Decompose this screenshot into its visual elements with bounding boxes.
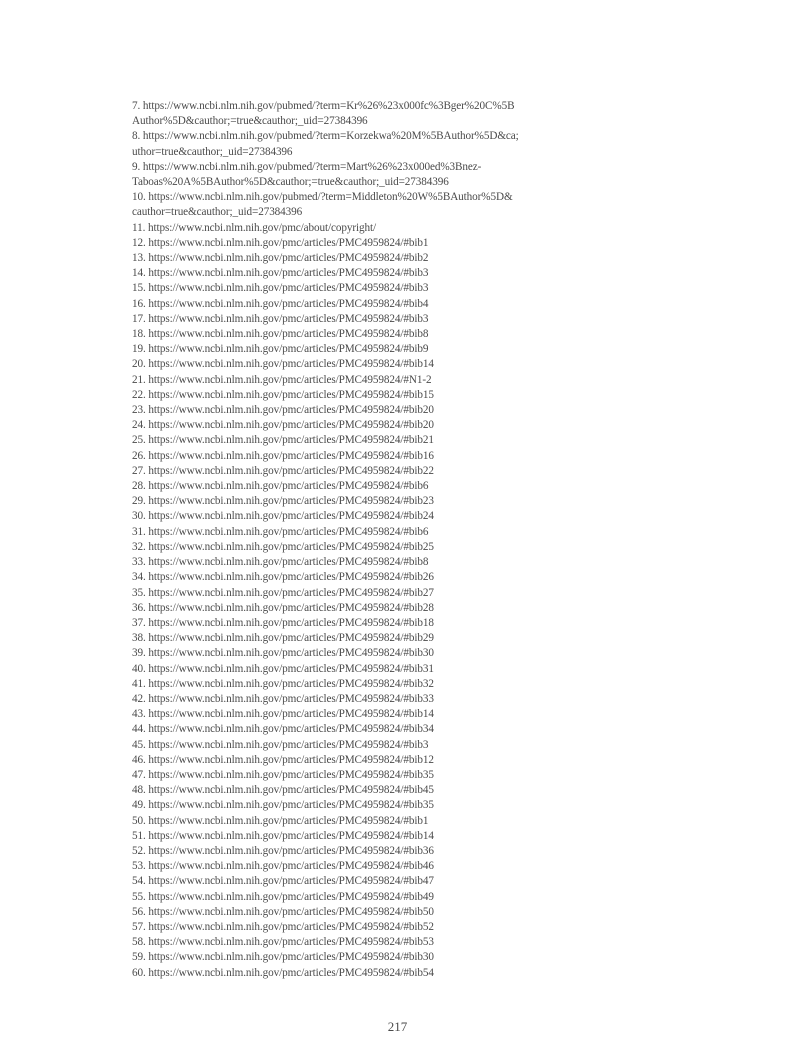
reference-item: 8. https://www.ncbi.nlm.nih.gov/pubmed/?term=Korzekwa%20M%5BAuthor%5D&ca; uthor=true&cauthor;_uid=27384396 [132, 130, 519, 158]
reference-item: 12. https://www.ncbi.nlm.nih.gov/pmc/articles/PMC4959824/#bib1 [132, 236, 429, 249]
reference-item: 56. https://www.ncbi.nlm.nih.gov/pmc/articles/PMC4959824/#bib50 [132, 905, 434, 918]
reference-item: 29. https://www.ncbi.nlm.nih.gov/pmc/articles/PMC4959824/#bib23 [132, 495, 434, 508]
reference-item: 36. https://www.ncbi.nlm.nih.gov/pmc/articles/PMC4959824/#bib28 [132, 601, 434, 614]
reference-item: 40. https://www.ncbi.nlm.nih.gov/pmc/articles/PMC4959824/#bib31 [132, 662, 434, 675]
reference-item: 47. https://www.ncbi.nlm.nih.gov/pmc/articles/PMC4959824/#bib35 [132, 768, 434, 781]
reference-item: 43. https://www.ncbi.nlm.nih.gov/pmc/articles/PMC4959824/#bib14 [132, 708, 434, 721]
reference-item: 13. https://www.ncbi.nlm.nih.gov/pmc/articles/PMC4959824/#bib2 [132, 252, 429, 265]
reference-item: 38. https://www.ncbi.nlm.nih.gov/pmc/articles/PMC4959824/#bib29 [132, 632, 434, 645]
reference-item: 7. https://www.ncbi.nlm.nih.gov/pubmed/?term=Kr%26%23x000fc%3Bger%20C%5B Author%5D&cauthor;=true&cauthor;_uid=27384396 [132, 100, 515, 128]
reference-item: 57. https://www.ncbi.nlm.nih.gov/pmc/articles/PMC4959824/#bib52 [132, 920, 434, 933]
reference-item: 35. https://www.ncbi.nlm.nih.gov/pmc/articles/PMC4959824/#bib27 [132, 586, 434, 599]
reference-item: 44. https://www.ncbi.nlm.nih.gov/pmc/articles/PMC4959824/#bib34 [132, 723, 434, 736]
reference-item: 25. https://www.ncbi.nlm.nih.gov/pmc/articles/PMC4959824/#bib21 [132, 434, 434, 447]
reference-item: 31. https://www.ncbi.nlm.nih.gov/pmc/articles/PMC4959824/#bib6 [132, 525, 429, 538]
reference-item: 9. https://www.ncbi.nlm.nih.gov/pubmed/?term=Mart%26%23x000ed%3Bnez- Taboas%20A%5BAuthor%5D&cauthor;=true&cauthor;_uid=27384396 [132, 160, 482, 189]
reference-item: 49. https://www.ncbi.nlm.nih.gov/pmc/articles/PMC4959824/#bib35 [132, 799, 434, 812]
reference-item: 23. https://www.ncbi.nlm.nih.gov/pmc/articles/PMC4959824/#bib20 [132, 404, 434, 417]
reference-item: 11. https://www.ncbi.nlm.nih.gov/pmc/about/copyright/ [132, 221, 377, 234]
reference-item: 46. https://www.ncbi.nlm.nih.gov/pmc/articles/PMC4959824/#bib12 [132, 753, 434, 766]
reference-item: 54. https://www.ncbi.nlm.nih.gov/pmc/articles/PMC4959824/#bib47 [132, 875, 434, 888]
reference-item: 19. https://www.ncbi.nlm.nih.gov/pmc/articles/PMC4959824/#bib9 [132, 343, 429, 356]
reference-item: 51. https://www.ncbi.nlm.nih.gov/pmc/articles/PMC4959824/#bib14 [132, 829, 434, 842]
reference-item: 27. https://www.ncbi.nlm.nih.gov/pmc/articles/PMC4959824/#bib22 [132, 464, 434, 477]
reference-item: 53. https://www.ncbi.nlm.nih.gov/pmc/articles/PMC4959824/#bib46 [132, 860, 434, 873]
reference-item: 24. https://www.ncbi.nlm.nih.gov/pmc/articles/PMC4959824/#bib20 [132, 419, 434, 432]
reference-item: 59. https://www.ncbi.nlm.nih.gov/pmc/articles/PMC4959824/#bib30 [132, 951, 434, 964]
reference-item: 55. https://www.ncbi.nlm.nih.gov/pmc/articles/PMC4959824/#bib49 [132, 890, 434, 903]
reference-item: 26. https://www.ncbi.nlm.nih.gov/pmc/articles/PMC4959824/#bib16 [132, 449, 434, 462]
page-number: 217 [387, 1019, 408, 1034]
reference-item: 33. https://www.ncbi.nlm.nih.gov/pmc/articles/PMC4959824/#bib8 [132, 556, 429, 569]
reference-item: 17. https://www.ncbi.nlm.nih.gov/pmc/articles/PMC4959824/#bib3 [132, 312, 429, 325]
reference-item: 21. https://www.ncbi.nlm.nih.gov/pmc/articles/PMC4959824/#N1-2 [132, 373, 432, 386]
reference-item: 50. https://www.ncbi.nlm.nih.gov/pmc/articles/PMC4959824/#bib1 [132, 814, 429, 827]
reference-item: 28. https://www.ncbi.nlm.nih.gov/pmc/articles/PMC4959824/#bib6 [132, 480, 429, 493]
reference-item: 42. https://www.ncbi.nlm.nih.gov/pmc/articles/PMC4959824/#bib33 [132, 692, 434, 705]
reference-item: 22. https://www.ncbi.nlm.nih.gov/pmc/articles/PMC4959824/#bib15 [132, 388, 434, 401]
reference-item: 48. https://www.ncbi.nlm.nih.gov/pmc/articles/PMC4959824/#bib45 [132, 784, 434, 797]
reference-list [132, 99, 602, 981]
reference-item: 30. https://www.ncbi.nlm.nih.gov/pmc/articles/PMC4959824/#bib24 [132, 510, 434, 523]
reference-item: 32. https://www.ncbi.nlm.nih.gov/pmc/articles/PMC4959824/#bib25 [132, 540, 434, 553]
reference-item: 39. https://www.ncbi.nlm.nih.gov/pmc/articles/PMC4959824/#bib30 [132, 647, 434, 660]
reference-item: 16. https://www.ncbi.nlm.nih.gov/pmc/articles/PMC4959824/#bib4 [132, 297, 429, 310]
reference-item: 18. https://www.ncbi.nlm.nih.gov/pmc/articles/PMC4959824/#bib8 [132, 328, 429, 341]
reference-item: 60. https://www.ncbi.nlm.nih.gov/pmc/articles/PMC4959824/#bib54 [132, 966, 434, 979]
reference-item: 58. https://www.ncbi.nlm.nih.gov/pmc/articles/PMC4959824/#bib53 [132, 936, 434, 949]
reference-item: 34. https://www.ncbi.nlm.nih.gov/pmc/articles/PMC4959824/#bib26 [132, 571, 434, 584]
reference-item: 37. https://www.ncbi.nlm.nih.gov/pmc/articles/PMC4959824/#bib18 [132, 616, 434, 629]
reference-item: 20. https://www.ncbi.nlm.nih.gov/pmc/articles/PMC4959824/#bib14 [132, 358, 434, 371]
reference-item: 14. https://www.ncbi.nlm.nih.gov/pmc/articles/PMC4959824/#bib3 [132, 267, 429, 280]
reference-item: 52. https://www.ncbi.nlm.nih.gov/pmc/articles/PMC4959824/#bib36 [132, 844, 434, 857]
reference-item: 15. https://www.ncbi.nlm.nih.gov/pmc/articles/PMC4959824/#bib3 [132, 282, 429, 295]
reference-item: 10. https://www.ncbi.nlm.nih.gov/pubmed/?term=Middleton%20W%5BAuthor%5D& cauthor=true&cauthor;_uid=27384396 [132, 191, 513, 219]
reference-item: 45. https://www.ncbi.nlm.nih.gov/pmc/articles/PMC4959824/#bib3 [132, 738, 429, 751]
reference-item: 41. https://www.ncbi.nlm.nih.gov/pmc/articles/PMC4959824/#bib32 [132, 677, 434, 690]
